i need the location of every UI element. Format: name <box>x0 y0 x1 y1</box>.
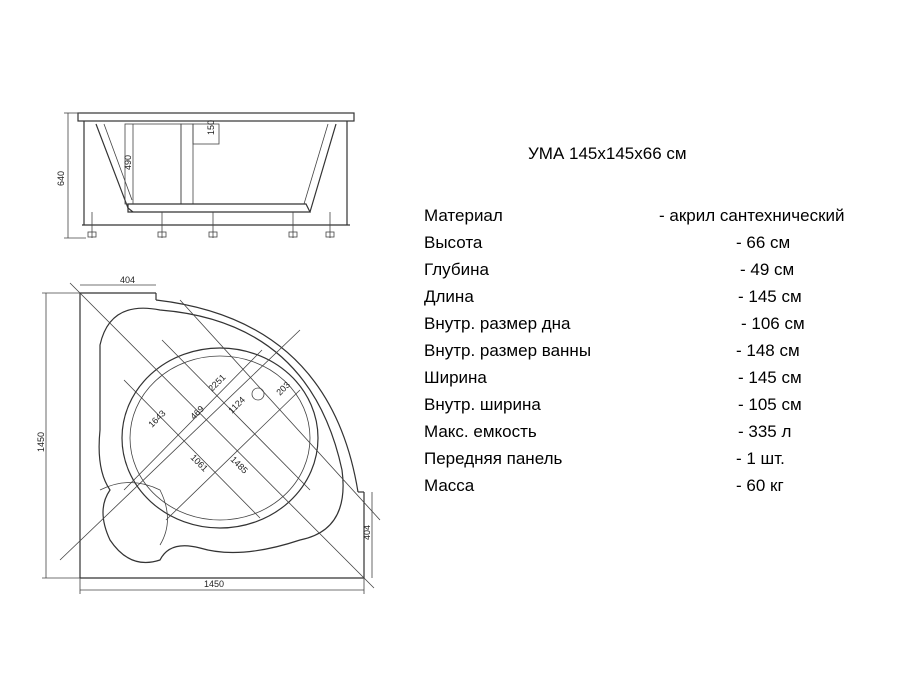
spec-label-inner-width: Внутр. ширина <box>424 395 541 414</box>
dim-left-height: 1450 <box>36 431 46 452</box>
dim-inner-e: 1061 <box>188 452 210 474</box>
spec-value-capacity: - 335 л <box>738 422 792 441</box>
product-title: УМА 145х145х66 см <box>528 144 687 163</box>
dim-side-height: 640 <box>56 170 66 186</box>
dim-inner-d: 1124 <box>226 394 248 416</box>
dim-side-depth: 490 <box>123 154 133 170</box>
spec-label-capacity: Макс. емкость <box>424 422 537 441</box>
dim-inner-a: 2251 <box>206 372 228 394</box>
dim-right-corner: 404 <box>362 524 372 540</box>
dim-bottom-width: 1450 <box>204 579 225 589</box>
spec-label-inner-bottom: Внутр. размер дна <box>424 314 571 333</box>
spec-label-height: Высота <box>424 233 483 252</box>
dim-inner-b: 1643 <box>146 408 168 430</box>
spec-label-front-panel: Передняя панель <box>424 449 563 468</box>
dim-inner-f: 1485 <box>228 454 250 476</box>
spec-label-material: Материал <box>424 206 503 225</box>
spec-value-width: - 145 см <box>738 368 802 387</box>
dim-inner-c: 469 <box>188 403 207 422</box>
spec-value-inner-size: - 148 см <box>736 341 800 360</box>
spec-label-weight: Масса <box>424 476 475 495</box>
dim-drain: 203 <box>274 379 293 398</box>
spec-value-front-panel: - 1 шт. <box>736 449 785 468</box>
spec-value-inner-width: - 105 см <box>738 395 802 414</box>
dim-side-top: 150 <box>206 119 216 135</box>
spec-label-inner-size: Внутр. размер ванны <box>424 341 592 360</box>
spec-value-depth: - 49 см <box>740 260 795 279</box>
spec-value-inner-bottom: - 106 см <box>741 314 805 333</box>
spec-value-height: - 66 см <box>736 233 791 252</box>
spec-label-depth: Глубина <box>424 260 489 279</box>
spec-value-weight: - 60 кг <box>736 476 784 495</box>
spec-value-length: - 145 см <box>738 287 802 306</box>
spec-label-length: Длина <box>424 287 474 306</box>
spec-value-material: - акрил сантехнический <box>659 206 845 225</box>
spec-label-width: Ширина <box>424 368 487 387</box>
top-view <box>36 275 380 594</box>
dim-top-corner: 404 <box>120 275 136 285</box>
side-view <box>56 113 354 238</box>
